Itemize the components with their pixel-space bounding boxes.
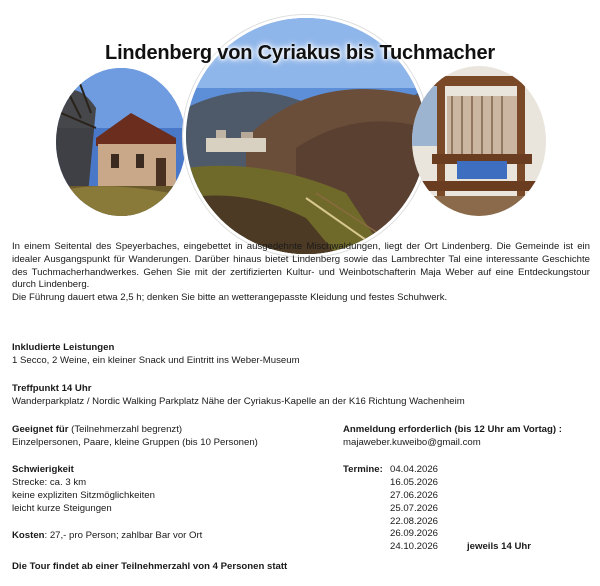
chapel-photo bbox=[56, 68, 186, 216]
cost-line bbox=[12, 530, 202, 543]
date-item: 25.07.2026 bbox=[390, 502, 439, 514]
meeting-heading: Treffpunkt 14 Uhr bbox=[12, 383, 92, 394]
date-row bbox=[343, 476, 439, 490]
date-item: 16.05.2026 bbox=[390, 476, 439, 488]
difficulty-heading: Schwierigkeit bbox=[12, 464, 74, 475]
included-text: 1 Secco, 2 Weine, ein kleiner Snack und Eintritt ins Weber-Museum bbox=[12, 355, 300, 366]
loom-photo bbox=[412, 66, 546, 216]
date-row bbox=[343, 502, 439, 516]
cost-label: Kosten bbox=[12, 530, 45, 541]
date-item: 22.08.2026 bbox=[390, 515, 439, 527]
intro-text bbox=[12, 241, 590, 305]
difficulty-line: leicht kurze Steigungen bbox=[12, 503, 112, 514]
date-row bbox=[343, 464, 439, 477]
suitable-heading-bold: Geeignet für bbox=[12, 424, 69, 435]
intro-paragraph: In einem Seitental des Speyerbaches, eingebettet in ausgedehnte Mischwaldungen, liegt der Ort Lindenberg. Die Gemeinde ist ein idealer Ausgangspunkt für Wanderungen. Darüber hinaus bietet Lindenberg sowie das Lambrechter Tal eine interessante Geschichte des Tuchmacherhandwerkes. Gehen Sie mit der zertifizierten Kultur- und Weinbotschafterin Maja Weber auf eine Entdeckungstour durch Lindenberg. bbox=[12, 241, 590, 291]
dates-label: Termine: bbox=[343, 464, 383, 475]
suitable-heading-note: (Teilnehmerzahl begrenzt) bbox=[68, 424, 183, 435]
difficulty-line: Strecke: ca. 3 km bbox=[12, 477, 87, 488]
date-row bbox=[343, 489, 439, 503]
difficulty-line: keine expliziten Sitzmöglichkeiten bbox=[12, 490, 155, 501]
meeting-text: Wanderparkplatz / Nordic Walking Parkplatz Nähe der Cyriakus-Kapelle an der K16 Richtung Wachenheim bbox=[12, 396, 465, 407]
date-item: 27.06.2026 bbox=[390, 489, 439, 501]
page-title: Lindenberg von Cyriakus bis Tuchmacher bbox=[105, 42, 495, 64]
date-item: 04.04.2026 bbox=[390, 464, 439, 475]
suitable-text: Einzelpersonen, Paare, kleine Gruppen (bis 10 Personen) bbox=[12, 437, 258, 448]
dates-list bbox=[343, 464, 531, 554]
date-row bbox=[343, 541, 531, 554]
date-row bbox=[343, 528, 439, 541]
duration-note: Die Führung dauert etwa 2,5 h; denken Sie bitte an wetterangepasste Kleidung und festes Schuhwerk. bbox=[12, 292, 448, 304]
date-item: 24.10.2026 bbox=[390, 541, 439, 553]
registration-heading: Anmeldung erforderlich (bis 12 Uhr am Vortag) : bbox=[343, 424, 562, 435]
cost-text: : 27,- pro Person; zahlbar Bar vor Ort bbox=[44, 530, 203, 541]
date-item: 26.09.2026 bbox=[390, 528, 439, 540]
suitable-heading bbox=[12, 424, 182, 437]
registration-email[interactable]: majaweber.kuweibo@gmail.com bbox=[343, 437, 481, 448]
time-note: jeweils 14 Uhr bbox=[467, 541, 531, 553]
included-heading: Inkludierte Leistungen bbox=[12, 342, 115, 353]
footer-note: Die Tour findet ab einer Teilnehmerzahl von 4 Personen statt bbox=[12, 561, 288, 572]
date-row bbox=[343, 515, 439, 529]
